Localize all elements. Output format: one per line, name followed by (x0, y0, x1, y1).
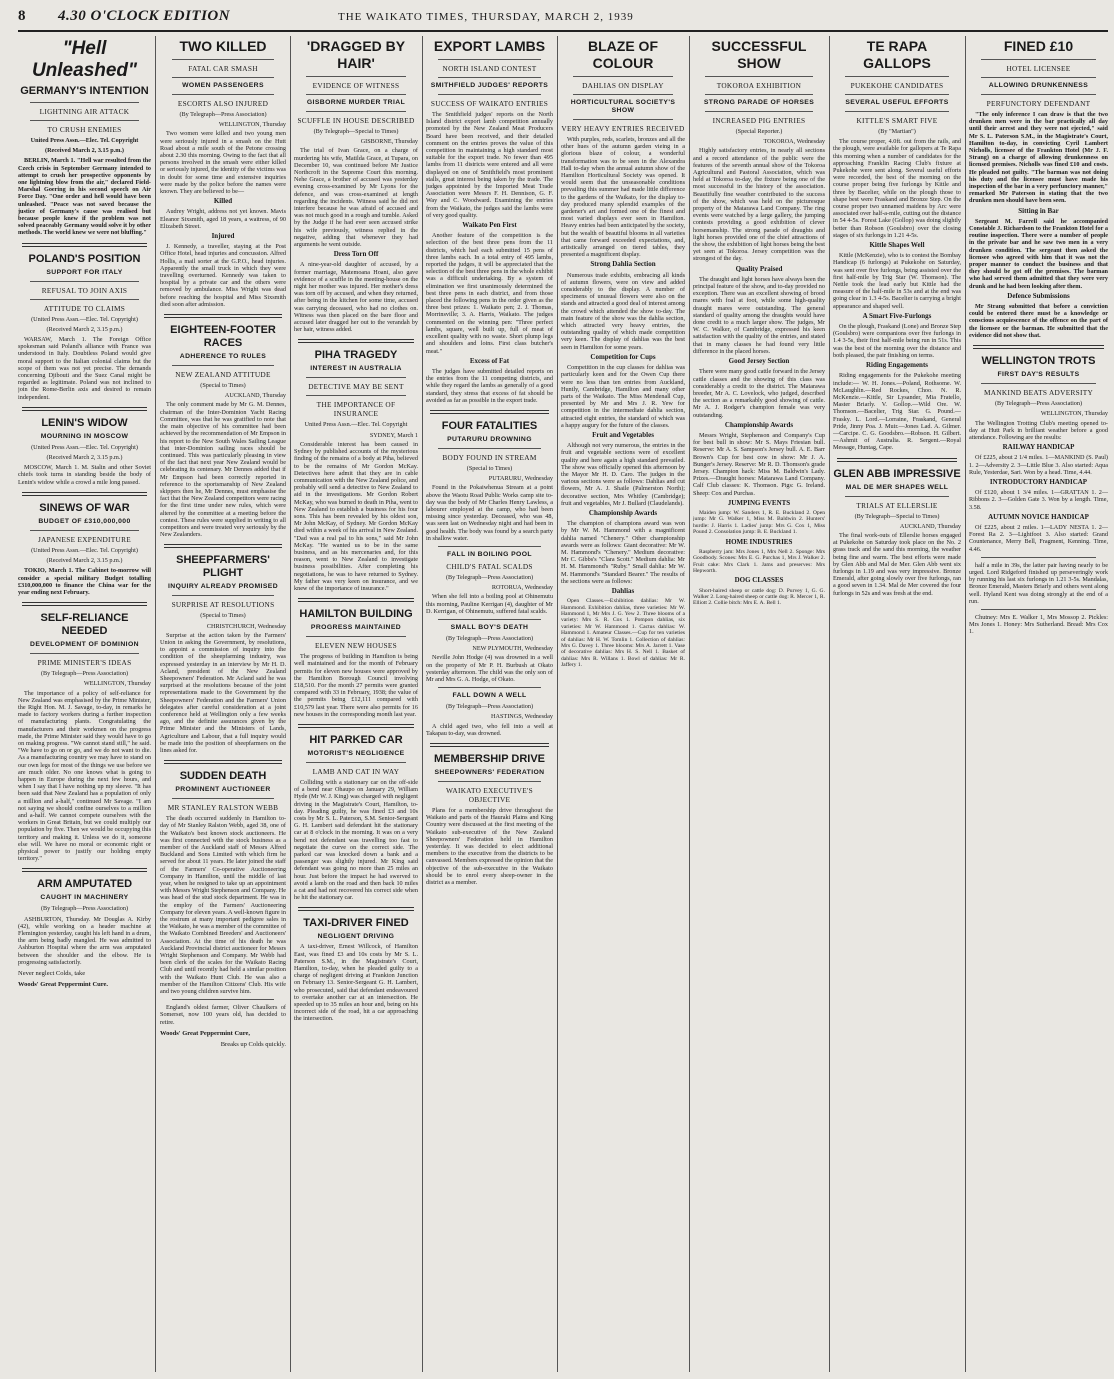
byline: (United Press Assn.—Elec. Tel. Copyright) (31, 546, 138, 554)
article-body: Plans for a membership drive throughout the Waikato and parts of the Hauraki Plains and King Country were discussed at the first meeting of the Waikato sub-executive of the New Zealand Sheepowners' Federation held in Hamilton yesterday. It was decided to elect additional members to the executive from the districts to be canvassed. Members expressed the opinion that the objective of the sub-executive in the Waikato should be to enrol every sheep-owner in the district as a member. (426, 807, 553, 887)
column-5 (561, 36, 685, 1374)
article-body: Considerable interest has been caused in Sydney by published accounts of the mysterious finding of the remains of a body at Piha, believed to be the remains of Mr Gordon McKay. Detectives here admit that they are in cable communication with the New Zealand police, and probably will send a detective to New Zealand to aid in the investigations. Mr Gordon Robert McKay, who was burned to death in Piha, went to New Zealand to establish a business for his four sons. This has been revealed by his oldest son, Mr John McKay, of Sydney. Mr Gordon McKay died within a week of his arrival in New Zealand. "Dad was a real pal to his sons," said Mr John McKay. "He wanted us to be in the same business, and as his mercenaries and, for this reason, went to New Zealand to investigate business possibilities. After completing his negotiations, he was to have returned to Sydney. My father was very keen on insurance, and we knew of the importance of insurance." (294, 440, 418, 592)
article-body: The only comment made by Mr G. M. Dennes, chairman of the Inter-Dominion Yacht Racing Committee, was that he was gratified to note that the main objective of his committee had been achieved by the recommendation of Mr Empson in his report to the New South Wales Sailing League that inter-Dominion sailing races should be continued. This was particularly pleasing in view of the fact that next year New Zealand would be celebrating its centenary. Mr Dennes added that if Mr Empson had been correctly reported in reference to the sportsmanship of New Zealand skippers then he, Mr Dennes, must emphasise the fact that the New Zealand competitors were racing for the first time under new rules, which were altered by the committee at a meeting before the contest. These rules were supplied in writing to all competitors and were treated very seriously by the New Zealanders. (160, 401, 286, 539)
subhead: DEVELOPMENT OF DOMINION (30, 641, 139, 649)
headline-four-fatalities: FOUR FATALITIES (441, 419, 538, 432)
byline: (United Press Assn.—Elec. Tel. Copyright) (31, 443, 138, 451)
dateline: HASTINGS, Wednesday (491, 713, 553, 721)
dateline: WELLINGTON, Thursday (218, 121, 286, 129)
article-body: ASHBURTON, Thursday. Mr Douglas A. Kirby (42), while working on a header machine at Flemington yesterday, caught his left hand in a drum, the arm being badly mangled. He was admitted to Ashburton Hospital where the arm was amputated between the shoulder and the elbow. He is progressing satisfactorily. (18, 915, 151, 966)
column-rule (290, 36, 291, 1372)
byline: (By Telegraph—Press Association) (179, 111, 267, 118)
article-body: Although not very numerous, the entries in the fruit and vegetable sections were of excellent quality and here again a high standard prevailed. The show was officially opened this afternoon by the Mayor Mr H. D. Caro. The judges in the various sections were as follows: Dahlias and cut flowers, Mr A. J. Shaile (Palmerston North); decorative section, Mrs Whitley (Cambridge); fruit and vegetables, Mr J. Bullard (Claudelands). (561, 442, 685, 507)
article-body: The importance of a policy of self-reliance for New Zealand was emphasised by the Prime Minister, the Right Hon. M. J. Savage, to-day, in remarks he made to factory workers during a further inspection of manufacturing plants. Congratulating the manufacturers and their workmen on the progress made, the Prime Minister said they would have to go on making progress. "We cannot stand still," he said. "We have to go on or go, and we do not want to die. As a manufacturing country we may have to stand on our own legs for most of the things we use before we are much older. No one knows what is going to happen in Europe during the next few hours, and when I say that I have nothing up my sleeve. "It has been said that New Zealand has a population of only a million and a-half," continued Mr Savage. "I am not saying we should confine ourselves to a million and a-half. We cannot compete ourselves with the workers in Great Britain, but we could multiply our population by five. Then we would be occupying this territory and making it. Unless we do it, someone else will. We have no moral or economic right or physical power to justify our holding empty territory." (18, 689, 151, 863)
subhead: NEW ZEALAND ATTITUDE (175, 370, 271, 380)
byline: (By Telegraph—Press Association) (994, 400, 1083, 408)
section-subhead: Good Jersey Section (728, 357, 790, 366)
headline-taxi-driver-fined: TAXI-DRIVER FINED (303, 917, 409, 930)
subhead: MOTORIST'S NEGLIGENCE (307, 749, 405, 757)
subhead: PERFUNCTORY DEFENDANT (986, 99, 1091, 108)
byline: (United Press Assn.—Elec. Tel. Copyright) (31, 315, 138, 323)
subhead: MAL DE MER SHAPES WELL (845, 483, 949, 491)
byline: (Special to Times) (200, 612, 246, 620)
article-body: Another feature of the competition is the selection of the best three pens from the 11 districts, which had each submitted 15 pens of three lambs each. In a total entry of 495 lambs, reported the judges, it will be appreciated that the selection of the best three pens in the whole exhibit was a difficult undertaking. By a system of elimination we first unanimously determined the best three pens in each district, and from those placed the following pens in the order given as the three best prizes: 1. Waikato pen; 2. J. Thomas, Morrinsville; 3. A. Harris, Waikato. The judges commented on the winning pen: "Three perfect lambs, square, well built up, full of meat of excellent quality with no waste. Short plump legs and shoulders and loins. First class butcher's meat." (426, 232, 553, 355)
article-body: Messrs Wright, Stephenson and Company's Cup for best bull in show: Mr S. Mays Friesian bull. Reserve: Mr A. S. Sampson's Jersey bull. A. E. Barr Brown's Cup for best cow in show: Mr J. A. Bunger's Jersey. Reserve: Mr R. D. Thomson's grade Jersey. Champion hack: Miss M. Baldwin's Lady. Prizes.—Draught horses: Matarawa Land Company. Calf Club classes: K. Thomson. Pigs: G. Ireland. Sheep: Cox and Purchas. (693, 431, 825, 497)
subhead: INTEREST IN AUSTRALIA (310, 365, 402, 373)
advert-line: Breaks up Colds quickly. (220, 1041, 286, 1049)
received-line: (Received March 2, 3.15 p.m.) (46, 325, 123, 333)
column-rule (965, 36, 966, 1372)
article-body: A child aged two, who fell into a well at Takapau to-day, was drowned. (426, 722, 553, 737)
dateline: GISBORNE, Thursday (360, 138, 418, 146)
headline-blaze-of-colour: BLAZE OF COLOUR (588, 38, 658, 71)
article-body: The death occurred suddenly in Hamilton to-day of Mr Stanley Ralston Webb, aged 38, one of the Waikato's best known stock auctioneers. He was first connected with the stock business as a member of the Auckland staff of Messrs Alfred Buckland and Sons Limited with which firm he served for about 11 years. He later joined the staff of the Farmers' Co-operative Auctioneering Company in Hamilton, until the middle of last year, when he resigned to take up an appointment with Messrs Wright Stephenson and Company. He was head of the stud stock department. He was in the employ of the Farmers' Auctioneering Company for eleven years. A well-known figure in the rostrum at many important pedigree sales in the Waikato, he was a member of the committee of the Waikato Combined Breeders' and Auctioneers' Association. At the time of his death he was Auckland Provincial district auctioneer for Messrs Wright Stephenson and Company. Mr Webb had been clerk of the scales for the Waikato Racing Club and until recently had held a similar position with the Waikato Hunt Club. He was also a member of the Hamilton Citizens' Club. His wife and two young children survive him. (160, 815, 286, 996)
subhead: NORTH ISLAND CONTEST (442, 64, 537, 73)
dateline: SYDNEY, March 1 (369, 431, 418, 439)
masthead-rule (18, 30, 1108, 32)
article-body: Mr Strang submitted that before a conviction could be entered there must be a knowledge or conscious acquiescence of the offence on the part of the licensee or the barman. He submitted that the evidence did not show that. (969, 303, 1108, 339)
subhead: PRIME MINISTER'S IDEAS (37, 658, 132, 668)
subhead: JAPANESE EXPENDITURE (37, 534, 132, 544)
byline: (Special to Times) (200, 382, 246, 390)
section-subhead: RAILWAY HANDICAP (1002, 443, 1075, 452)
byline: (By Telegraph—Special to Times) (854, 512, 940, 520)
section-subhead: AUTUMN NOVICE HANDICAP (988, 512, 1089, 521)
article-body: Open Classes.—Exhibition dahlias: Mr W. Hammond. Exhibition dahlias, three varieties: Mr W. Hammond 1, Mr Mrs J. G. Yew 2. Three blooms of a variety: Mrs S. R. Cox 1. Pompon dahlias, six varieties: Mr W. Hammond 1. Cactus dahlias: W. Hammond 1. Amateur Classes.—Cup for ten varieties of dahlias: Mr H. W. Tomlin 1. Collection of dahlias: Mrs G. Davey 1. Three blooms: Mrs A. Jarrett 1. Vase of decorative dahlias: Mrs H. S. Nell 1. Basket of dahlias: Mrs R. Willans 1. Bowl of dahlias: Mr R. Jaffery 1. (561, 598, 685, 669)
subhead: WOMEN PASSENGERS (182, 82, 264, 89)
subhead: EVIDENCE OF WITNESS (312, 81, 400, 90)
subhead: FALL DOWN A WELL (452, 692, 527, 700)
column-3 (294, 36, 418, 1374)
article-body: The progress of building in Hamilton is being well maintained and for the month of February permits for eleven new houses were approved by the Hamilton Borough Council involving £18,510. For the month 27 permits were granted compared with 33 in February, 1938; the value of the permits being £12,111 compared with £10,579 last year. There were also permits for 16 new houses in the corresponding month last year. (294, 653, 418, 718)
column-rule (829, 36, 830, 1372)
headline-dragged-by-hair: 'DRAGGED BY HAIR' (306, 38, 406, 71)
column-7 (833, 36, 961, 1374)
subhead: MR STANLEY RALSTON WEBB (167, 803, 279, 813)
dateline: ROTORUA, Wednesday (491, 584, 553, 592)
subhead: REFUSAL TO JOIN AXIS (41, 285, 128, 295)
headline-two-killed: TWO KILLED (179, 38, 267, 54)
subhead: ESCORTS ALSO INJURED (177, 99, 269, 108)
article-body: half a mile in 39s, the latter pair having nearly to be urged. Lord Ridgeford finished up perseveringly work by running his last six furlongs in 1.21 3-5s. Mandalas, Bronze Emerald, Masters Briarly and others went along well. Hyland Kent was doing strongly at the end of a run. (969, 561, 1108, 605)
subhead: TRIALS AT ELLERSLIE (856, 500, 938, 510)
article-body: Of £225, about 2 1/4 miles. 1—MANKIND (S. Paul) 1. 2—Adversity 2. 3—Little Blue 3. Also started: Aqua Rule, Yesterdae, Sari. Won by a head. Time, 4.44. (969, 454, 1108, 476)
dateline: PUTARURU, Wednesday (488, 475, 553, 483)
masthead (18, 8, 1108, 30)
byline: (By "Martian") (878, 128, 916, 135)
article-body: Two women were killed and two young men were seriously injured in a smash on the Hutt Road about a mile south of the Petone crossing about 2.30 this morning. Owing to the fact that all persons involved in the smash were either killed or seriously injured, the identity of the victims was in doubt for some time and extensive inquiries were made by the police before the names were known. They are believed to be— (160, 130, 286, 196)
section-subhead: Dress Torn Off (333, 250, 379, 259)
headline-fined-10: FINED £10 (1003, 38, 1074, 54)
subhead: NEGLIGENT DRIVING (317, 933, 395, 941)
headline-arm-amputated: ARM AMPUTATED (36, 878, 133, 891)
headline-lenins-widow: LENIN'S WIDOW (41, 416, 128, 429)
byline: (By Telegraph—Press Association) (445, 703, 534, 711)
article-body: England's oldest farmer, Oliver Chaulkers of Somerset, now 100 years old, has decided to retire. (160, 1004, 286, 1026)
headline-piha-tragedy: PIHA TRAGEDY (314, 349, 398, 362)
subhead: ATTITUDE TO CLAIMS (43, 303, 126, 313)
article-body: The judges have submitted detailed reports on the entries from the 11 competing districts, and while they regard the lambs as generally of a good standard, they stress that excess of fat should be avoided as far as possible in the export trade. (426, 367, 553, 404)
headline-export-lambs: EXPORT LAMBS (433, 38, 546, 54)
byline: (Special to Times) (466, 464, 513, 472)
column-rule (155, 36, 156, 1372)
subhead: HOTEL LICENSEE (1006, 64, 1071, 73)
section-subhead: Sitting in Bar (1018, 206, 1059, 215)
article-body: "The only inference I can draw is that the two drunken men were in the bar practically all day until their arrest and they were not ejected," said Mr S. L. Paterson S.M., in the Magistrate's Court, Hamilton to-day, in convicting Cyril Lambert Nicholls, licensee of the Frankton Hotel (Mr J. F. Strang) on a charge of allowing drunkenness on licensed premises. Nicholls was fined £10 and costs. He pleaded not guilty. "The barman was not doing his duty and the licensee must have made his inspection of the bar in a very perfunctory manner," remarked Mr Paterson in stating that the two drunken men should have been seen. (969, 111, 1108, 205)
article-body: The Wellington Trotting Club's meeting opened to-day at Hutt Park in brilliant weather before a good attendance. Following are the results: (969, 419, 1108, 441)
subhead: LAMB AND CAT IN WAY (312, 766, 400, 776)
section-subhead: Quality Praised (735, 264, 783, 273)
section-subhead: Riding Engagements (865, 361, 929, 370)
section-subhead: Dahlias (611, 586, 635, 595)
byline: (By Telegraph—Press Association) (445, 634, 534, 642)
subhead: DETECTIVE MAY BE SENT (308, 382, 404, 392)
column-1 (18, 36, 151, 1374)
headline-sudden-death: SUDDEN DEATH (179, 770, 267, 783)
article-body: BERLIN, March 1. "Hell war resulted from the Czech crisis in September Germany intended to attempt to crush her prospective opponents by one lightning blow from the air," declared Field-Marshal Goering in his second speech on Air Force Day. "One order and hell would have been unleashed. "Peace was not saved because the justice of Germany's cause was realised but because people knew if the problem was not solved peaceably Germany would solve it by other methods. The world knew we were not bluffing." (18, 157, 151, 237)
article-body: Audrey Wright, address not yet known. Mavis Eleanor Sixsmith, aged 18 years, a waitress, of 90 Elizabeth Street. (160, 208, 286, 230)
article-body: Kittle (McKenzie), who is to contest the Bombay Handicap (6 furlongs) at Pukekohe on Saturday, was sent over five furlongs, being assisted over the first half-mile by Trig Star (W. Thomson). The Nettle took the lead early but Kittle had the measure of the half-mile in 53s and at the end was going clear in 1.3 4-5s. Bacelier is carrying a bright appearance and shaped well. (833, 252, 961, 310)
column-2 (160, 36, 286, 1374)
article-body: Colliding with a stationary car on the off-side of a bend near Ohaupo on January 29, William Hyde (Mr W. J. King) was charged with negligent driving in the Magistrate's Court, Hamilton, to-day. Pleading guilty, he was fined £3 and 10s costs by Mr S. L. Paterson, S.M. Senior-Sergeant G. H. Lambert said defendant hit the stationary car at 8 o'clock in the morning. It was on a very bend not defendant was travelling too fast to negotiate the curve on the correct side. The parked car was knocked down a bank and a passenger was slightly injured. Mr King said defendant was going no more than 25 miles an hour. Just before the impact he had swerved to avoid a lamb on the road and then back 10 miles a cat and had not recovered his correct side when he hit the stationary car. (294, 778, 418, 902)
article-body: WARSAW, March 1. The Foreign Office spokesman said Poland's alliance with France was understood in Italy. Doubtless Poland would give moral support to the Italian colonial claims but the scope of them was not yet precise. The demands concerning Djibouti and the Suez Canal might be regarded as legitimate. Poland was not inclined to join the Rome-Berlin axis and desired to remain independent. (18, 336, 151, 401)
article-body: Maiden jump: W. Sanders 1, R. E. Buckland 2. Open jump: Mr G. Walker 1, Miss M. Baldwin 2. Hunters' hurdle: J. Harris 1. Ladies' jump: Mrs G. Cox 1, Miss Pound 2. Consolation jump: B. E. Buckland 1. (693, 509, 825, 536)
byline: United Press Assn.—Elec. Tel. Copyright (304, 421, 408, 429)
article-body: There were many good cattle forward in the Jersey cattle classes and the showing of this class was considerably a credit to the district. The Matarawa breeder, Mr A. C. Lovelock, who judged, described the section as a remarkably good showing of cattle. Mr A. J. Rodger's champion female was very outstanding. (693, 368, 825, 419)
article-body: Of £120, about 1 3/4 miles. 1—GRATTAN 1. 2—Ribbons 2. 3—Golden Gate 3. Won by a length. Time, 3.58. (969, 489, 1108, 511)
subhead: INCREASED PIG ENTRIES (712, 116, 806, 125)
article-body: Riding engagements for the Pukekohe meeting include:— W. H. Jones.—Poland, Rothsome. W. McLaughlin.—Red Rockes, Choo. N. R. McKenzie.—Kittle, Sir Lysander, Mia Fratello, Master Briarly. V. Gollop.—Wild Ore. W. Thomson.—Bacelier, Trig Star. G. Pound.—Frasky. L. Lord.—Lorraine, Fraskand, General Pride, Jinny Poa. J. Muir.—Jones Lad. A. Gilmer.—Carcipe. C. G. Goodsbro.—Robson. H. Gilbert.—Ashmit of Australia. R. Sergent.—Royal Message, Huntag, Cape. (833, 372, 961, 452)
subhead: PROGRESS MAINTAINED (310, 624, 402, 632)
byline: (By Telegraph—Press Association) (445, 573, 534, 581)
column-rule (557, 36, 558, 1372)
byline: (By Telegraph—Press Association) (40, 670, 129, 678)
subhead: SCUFFLE IN HOUSE DESCRIBED (297, 116, 415, 125)
article-body: With purples, reds, scarlets, bronzes and all the other hues of the autumn garden vieing in a glorious blaze of colour, a wonderful transformation was to be seen in the Alexandra Hall to-day when the annual autumn show of the Hamilton Horticultural Society was opened. It would seem that the unseasonable conditions prevailing this summer had made little difference to the gardens of the Waikato, for the display to-day produced many splendid examples of the gardener's art and formed one of the finest and most varied displays ever seen in Hamilton. Heavy entries had been anticipated by the society, but the wealth of beautiful blooms in all varieties that came forward exceeded expectations, and, artistically arranged on tiered tables, they presented a magnificent display. (561, 136, 685, 259)
subhead: PUKEKOHE CANDIDATES (850, 81, 944, 90)
subhead: TOKOROA EXHIBITION (716, 81, 802, 90)
paper-title: THE WAIKATO TIMES, THURSDAY, MARCH 2, 1939 (338, 11, 634, 23)
dateline: WELLINGTON, Thursday (1040, 410, 1108, 418)
byline: (Special Reporter.) (735, 128, 783, 135)
dateline: TOKOROA, Wednesday (763, 138, 825, 146)
subhead: MANKIND BEATS ADVERSITY (983, 388, 1094, 398)
article-body: The course proper, 4.0ft. out from the rails, and the plough, were available for gallopers at Te Rapa this morning when a number of candidates for the approaching Franklin Racing Club's fixture at Pukekohe were sent along. Several useful efforts were recorded, the best of the morning on the course proper being five furlongs by Kittle and three by Bacelier, while on the plough those to shape best were Fraskand and Bronze Step. On the course proper two unnamed maidens by Arc were associated over half-a-mile, cutting out the distance in 54 4-5s. Forest Lake (Gollop) was doing slightly better than Robson (Goulsbro) over the closing stages of six furlongs in 1.21 4-5s. (833, 138, 961, 239)
subhead: ELEVEN NEW HOUSES (315, 641, 397, 651)
subhead: KITTLE'S SMART FIVE (856, 116, 938, 125)
dateline: AUCKLAND, Thursday (899, 522, 961, 530)
section-subhead: Kittle Shapes Well (869, 241, 925, 250)
advert-line: Never neglect Colds, take (18, 970, 86, 978)
article-body: The final work-outs of Ellerslie horses engaged at Pukekohe on Saturday took place on the No. 2 grass track and the sand this morning, the weather being fine and warm. The best efforts were made by Glen Abb and Mal de Mer. Glen Abb went six furlongs in 1.19 and was very impressive. Bronze Emerald, after going slowly over five furlongs, ran a good seven in 1.34. Mal de Mer covered the four furlongs in 52s and was fresh at the end. (833, 531, 961, 597)
headline-te-rapa-gallops: TE RAPA GALLOPS (863, 38, 931, 71)
subhead: ALLOWING DRUNKENNESS (988, 82, 1089, 89)
article-body: Sergeant M. Farrell said he accompanied Constable J. Richardson to the Frankton Hotel for a routine inspection. There were a number of people in the private bar and he saw two men in a very drunken condition. The sergeant then asked the licensee who agreed with him that it was not the proper manner to conduct the business and that they should be got off the premises. The barman who had served them admitted that they were very drunk and he had been looking after them. (969, 217, 1108, 290)
byline: (By Telegraph—Special to Times) (313, 128, 399, 135)
subhead: CHILD'S FATAL SCALDS (446, 561, 533, 571)
article-body: A taxi-driver, Ernest Willcock, of Hamilton East, was fined £3 and 10s costs by Mr S. L. Paterson S.M., in the Magistrate's Court, Hamilton, to-day, when he pleaded guilty to a charge of negligent driving at Frankton Junction on February 13. Senior-Sergeant G. H. Lambert, who prosecuted, said that defendant endeavoured to overtake another car at an intersection. He speeded up to 35 miles an hour and, being on his incorrect side of the road, hit a car approaching the intersection. (294, 943, 418, 1023)
headline-sinews-of-war: SINEWS OF WAR (39, 501, 130, 514)
subhead: GERMANY'S INTENTION (20, 85, 149, 97)
subhead: PUTARURU DROWNING (447, 435, 532, 443)
column-8 (969, 36, 1108, 1374)
received-line: (Received March 2, 3.15 p.m.) (46, 454, 123, 462)
subhead: SEVERAL USEFUL EFFORTS (845, 99, 949, 106)
article-body: The Smithfield judges' reports on the North Island district export lamb competition annually promoted by the New Zealand Meat Producers Board have been received, and their detailed comment on the entries proves the value of this competition in maintaining a high standard most suitable for the export trade. No fewer than 495 lambs from 11 districts were entered and all were displayed on one of Smithfield's most prominent stalls, great interest being taken by the trade. The judges appointed by the Imported Meat Trade Association were Messrs F. H. Dennison, G. F. Way and C. Woodward. Examining the entries from the Waikato, the judges said the lambs were of very good quality. (426, 111, 553, 219)
article-body: The draught and light horses have always been the principal feature of the show, and to-day provided no exception. There was an excellent showing of brood mares with foal at foot, while some high-quality draught mares were outstanding. The general standard of quality among the draughts would have done credit to a much larger show. The judges, Mr W. C. Walker, of Cambridge, expressed his keen satisfaction with the quality of the entries, and stated that in many classes he had found very little difference in the placed horses. (693, 275, 825, 355)
section-subhead: Killed (213, 197, 233, 206)
article-body: On the plough, Fraskand (Lone) and Bronze Step (Goulsbro) were companions over five furlongs in 1.4 3-5s, their first half-mile being run in 51s. This was the best of the morning over the distance and both pleased, the pair finishing on terms. (833, 323, 961, 359)
article-body: Competition in the cup classes for dahlias was particularly keen and for the Owen Cup there were no less than ten entries from Auckland, Huntly, Cambridge, Hamilton and many other parts of the Waikato. The Miss Mendenall Cup, presented by Mr and Mrs J. R. Yew for competition in the intermediate dahlia section, attracted eight entries, the standard of which was a happy augury for the future of the classes. (561, 364, 685, 429)
article-body: The trial of Ivan Grace, on a charge of murdering his wife, Matilda Grace, at Tupara, on December 10, was continued before Mr Justice Northcroft in the Supreme Court this morning. Nehe Grace, a brother of accused was yesterday evening cross-examined by Mr Lyons for the defence, and was cross-examined at length regarding the incidents. Witness said he did not interfere because he was afraid of accused and was not much good in a rough and tumble. Asked by the Judge if he had ever seen accused strike his wife previously, witness replied in the negative, adding that whenever they had arguments he went outside. (294, 147, 418, 249)
received-line: (Received March 2, 3.15 p.m.) (46, 557, 123, 565)
article-body: Found in the Pokaiwhenua Stream at a point above the Waotu Road Public Works camp site to-day was the body of Mr Charles Henry Lawless, a labourer employed at the camp, who had been missing since yesterday. Deceased, who was 48, was seen last on Wednesday night and had been in good health. The body was found by a search party in shallow water. (426, 484, 553, 542)
article-body: Neville John Hodge (4) was drowned in a well on the property of Mr P. H. Burbush at Okato yesterday afternoon. The child was the only son of Mr and Mrs G. A. Hodge, of Okato. (426, 654, 553, 683)
subhead: FATAL CAR SMASH (188, 64, 258, 73)
subhead: STRONG PARADE OF HORSES (703, 99, 815, 106)
column-rule (422, 36, 423, 1372)
section-subhead: Excess of Fat (469, 356, 510, 365)
dateline: WELLINGTON, Thursday (83, 680, 151, 688)
article-body: TOKIO, March 1. The Cabinet to-morrow will consider a special military Budget totalling £310,000,000 to finance the China war for the year ending next February. (18, 567, 151, 596)
article-body: Chutney: Mrs E. Walker 1, Mrs Mossop 2. Pickles: Mrs Jones 1. Honey: Mrs Sutherland. Bread: Mrs Cox 1. (969, 613, 1108, 636)
section-subhead: Fruit and Vegetables (592, 430, 654, 439)
article-body: Raspberry jam: Mrs Jones 1, Mrs Nell 2. Sponge: Mrs Goodbody. Scones: Mrs E. G. Purchas 1, Mrs J. Walker 2. Fruit cake: Mrs Clark 1. Jams and preserves: Mrs Hepworth. (693, 548, 825, 574)
subhead: SHEEPOWNERS' FEDERATION (434, 769, 545, 776)
article-body: Surprise at the action taken by the Farmers' Union in asking the Government, by resolutions, to appoint a commission of inquiry into the condition of the sheepfarming industry, was expressed yesterday in an interview by Mr H. D. Acland, president of the New Zealand Sheepowners' Federation. Mr Acland said he was surprised at the resolutions because of the joint representations made to the Government by the Sheepowners' Federation and the Farmers' Union delegates after careful consideration at a joint conference held at Wellington only a few weeks ago, and the definite assurances given by the Prime Minister and the Ministers of Lands, Agriculture and Labour, that a full inquiry would be made into the position of sheepfarmers on the lines asked for. (160, 631, 286, 754)
article-body: J. Kennedy, a traveller, staying at the Post Office Hotel, head injuries and concussion. Alfred Hollis, a mail sorter at the G.P.O., head injuries. Apparently the small truck in which they were travelling overturned. Kennedy was taken to hospital by a private car and the others were removed by ambulance. Miss Wright was dead before reaching the hospital and Miss Sixsmith died soon after admission. (160, 243, 286, 308)
subhead: INQUIRY ALREADY PROMISED (167, 583, 279, 591)
dateline: NEW PLYMOUTH, Wednesday (472, 645, 553, 653)
section-subhead: Championship Awards (588, 508, 658, 517)
subhead: PROMINENT AUCTIONEER (175, 786, 271, 794)
headline-hamilton-building: HAMILTON BUILDING (299, 608, 413, 621)
subhead: VERY HEAVY ENTRIES RECEIVED (561, 124, 685, 133)
headline-successful-show: SUCCESSFUL SHOW (711, 38, 807, 71)
subhead: GISBORNE MURDER TRIAL (306, 99, 406, 106)
dateline: CHRISTCHURCH, Wednesday (206, 622, 286, 630)
headline-membership-drive: MEMBERSHIP DRIVE (433, 753, 546, 765)
headline-wellington-trots: WELLINGTON TROTS (981, 355, 1096, 368)
section-subhead: DOG CLASSES (734, 576, 784, 585)
article-body: When she fell into a boiling pool at Ohinemutu this morning, Pauline Kerrigan (4), daughter of Mr D. Kerrigan, of Ohinemutu, suffered fatal scalds. (426, 593, 553, 615)
received-line: (Received March 2, 3.15 p.m.) (45, 147, 124, 155)
article-body: Highly satisfactory entries, in nearly all sections and a record attendance of the public were the features of the seventh annual show of the Tokoroa Agricultural and Pastoral Association, which was held at Tokoroa to-day, the fixture being one of the most successful in the history of the association. Beautifully fine weather contributed to the success of the show, which was held on the picturesque property of the Matarawa Land Company. The ring events were watched by a large gallery, the jumping contests providing a good exhibition of clever horsemanship. The strong parade of draughts and light horses provided one of the chief attractions of the show, the exhibition of light horses being the best yet seen at Tokoroa. Jersey competition was the strongest of the day. (693, 147, 825, 263)
subhead: SMALL BOY'S DEATH (450, 623, 529, 631)
subhead: SUPPORT FOR ITALY (46, 268, 123, 276)
section-subhead: HOME INDUSTRIES (725, 537, 793, 546)
page-number: 8 (18, 8, 26, 24)
subhead: TO CRUSH ENEMIES (47, 125, 122, 134)
advert-line: Woods' Great Peppermint Cure. (18, 981, 109, 989)
section-subhead: Waikato Pen First (462, 221, 517, 230)
headline-polands-position: POLAND'S POSITION (28, 252, 141, 265)
subhead: FALL IN BOILING POOL (447, 550, 532, 558)
section-subhead: INTRODUCTORY HANDICAP (989, 477, 1088, 486)
headline-hit-parked-car: HIT PARKED CAR (309, 733, 403, 746)
section-subhead: A Smart Five-Furlongs (862, 311, 932, 320)
headline-eighteen-footer: EIGHTEEN-FOOTER RACES (170, 324, 276, 350)
article-body: Numerous trade exhibits, embracing all kinds of autumn flowers, were on view and added considerably to the display. A number of specimens of unusual flowers were also on the stands and attracted a good deal of interest among the crowd which attended the show to-day. The main feature of the show was the dahlia section, which attracted very heavy entries, the outstanding quality of which made competition very keen. The display of dahlias was the best seen in Hamilton for some years. (561, 271, 685, 351)
column-4 (426, 36, 553, 1374)
section-subhead: Injured (211, 232, 235, 241)
subhead: SUCCESS OF WAIKATO ENTRIES (430, 99, 549, 108)
section-subhead: JUMPING EVENTS (727, 498, 791, 507)
subhead: LIGHTNING AIR ATTACK (39, 107, 130, 116)
subhead: BUDGET OF £310,000,000 (38, 517, 131, 525)
subhead: MOURNING IN MOSCOW (40, 432, 129, 440)
subhead: HORTICULTURAL SOCIETY'S SHOW (570, 99, 676, 114)
headline-sheepfarmers-plight: SHEEPFARMERS' PLIGHT (176, 554, 270, 580)
section-subhead: Competition for Cups (590, 352, 656, 361)
subhead: WAIKATO EXECUTIVE'S OBJECTIVE (446, 786, 533, 804)
section-subhead: Defence Submissions (1007, 291, 1070, 300)
byline: United Press Assn.—Elec. Tel. Copyright (30, 137, 139, 144)
article-body: A nine-year-old daughter of accused, by a former marriage, Matemoana Hoani, also gave evidence of a scuffle in the meeting-house on the night her mother was injured. Her mother's dress was torn off by accused, and when they returned, after being in the kitchen for some time, accused was carrying deceased, who had no clothes on. Witness was then placed on the bare floor and accused later dragged her out to the verandah by her hair, witness added. (294, 261, 418, 334)
section-subhead: Championship Awards (724, 420, 794, 429)
subhead: THE IMPORTANCE OF INSURANCE (316, 400, 396, 419)
subhead: CAUGHT IN MACHINERY (40, 894, 129, 902)
article-body: The champion of champions award was won by Mr W. M. Hammond with a magnificent dahlia named "Chenery." Other championship awards were as follows: Giant decorative: Mr W. M. Hammond's "Chenery." Medium decorative: Mr C. Gibbs's "Clara Scott." Medium dahlia: Mr H. M. Hammond's "Ruby." Small dahlia: Mr W. M. Hammond's "Standard Bearer." The results of the sections were as follows: (561, 520, 685, 585)
subhead: BODY FOUND IN STREAM (442, 452, 537, 462)
article-body: Of £225, about 2 miles. 1—LADY NESTA 1. 2—Forest Ra 2. 3—Lightfoot 3. Also started: Grand Countenance, Merry Bell, Fragment, Kenning. Time, 4.46. (969, 523, 1108, 553)
article-body: MOSCOW, March 1. M. Stalin and other Soviet chiefs took turns in standing beside the body of Lenin's widow while a crowd a mile long passed. (18, 464, 151, 486)
article-body: Short-haired sheep or cattle dog: D. Purvey 1, G. G. Walker 2. Long-haired sheep or cattle dog: R. Mercer 1, R. Elliott 2. Collie bitch: Mrs E. A. Bell 1. (693, 587, 825, 607)
subhead: FIRST DAY'S RESULTS (997, 371, 1080, 379)
dateline: AUCKLAND, Thursday (224, 392, 286, 400)
column-6 (693, 36, 825, 1374)
subhead: SURPRISE AT RESOLUTIONS (171, 600, 275, 610)
headline-hell-unleashed: "Hell Unleashed" (31, 38, 138, 81)
column-rule (689, 36, 690, 1372)
advert-line: Woods' Great Peppermint Cure, (160, 1029, 251, 1037)
section-subhead: Strong Dahlia Section (590, 260, 656, 269)
byline: (By Telegraph—Press Association) (40, 905, 129, 913)
headline-glen-abb: GLEN ABB IMPRESSIVE (833, 467, 961, 480)
edition-title: 4.30 O'CLOCK EDITION (58, 8, 231, 24)
headline-self-reliance: SELF-RELIANCE NEEDED (40, 612, 129, 638)
subhead: SMITHFIELD JUDGES' REPORTS (430, 82, 549, 89)
subhead: DAHLIAS ON DISPLAY (582, 81, 664, 90)
subhead: ADHERENCE TO RULES (179, 353, 267, 361)
